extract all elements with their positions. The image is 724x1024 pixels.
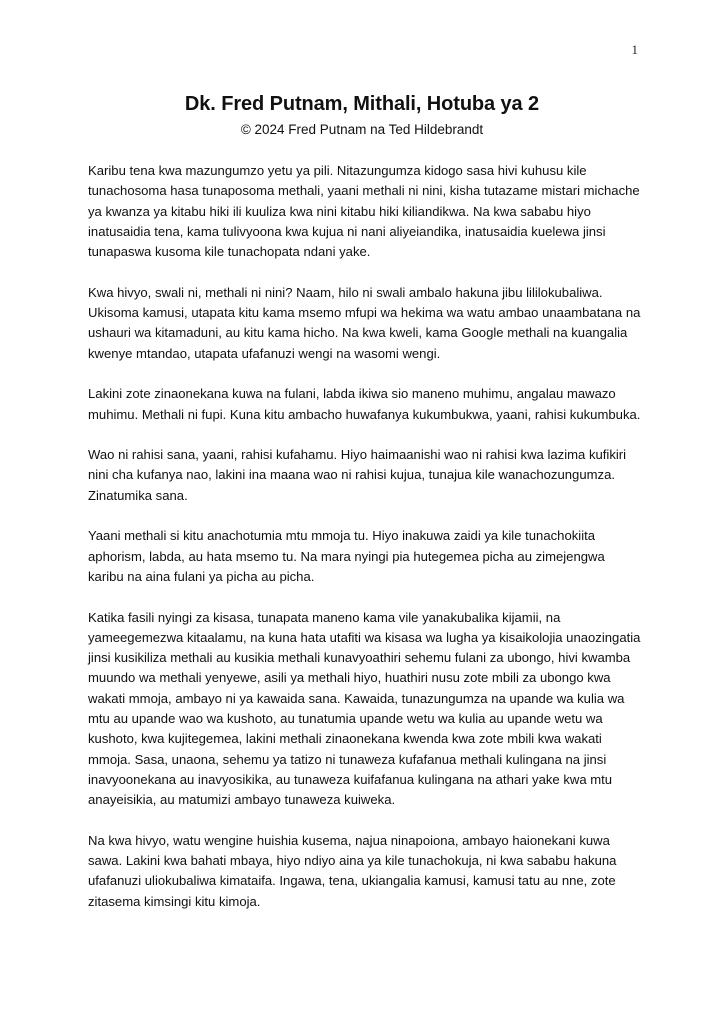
paragraph: Kwa hivyo, swali ni, methali ni nini? Naam, hilo ni swali ambalo hakuna jibu lililokubaliwa. Ukisoma kamusi, utapata kitu kama msemo mfupi wa hekima wa watu ambao unaambatana na ushauri wa kitamaduni, au kitu kama hicho. Na kwa kweli, kama Google methali na kuangalia kwenye mtandao, utapata ufafanuzi wengi na wasomi wengi. [88,284,641,361]
paragraph: Katika fasili nyingi za kisasa, tunapata maneno kama vile yanakubalika kijamii, na yameegemezwa kitaalamu, na kuna hata utafiti wa kisasa wa lugha ya kisaikolojia unaozingatia jinsi kusikiliza methali au kusikia methali kunavyoathiri sehemu fulani za ubongo, hivi kwamba muundo wa methali yenyewe, asili ya methali hiyo, huathiri nusu zote mbili za ubongo kwa wakati mmoja, ambayo ni ya kawaida sana. Kawaida, tunazungumza na upande wa kulia wa mtu au upande wao wa kushoto, au tunatumia upande wetu wa kulia au upande wetu wa kushoto, kwa kujitegemea, lakini methali zinaonekana kwenda kwa zote mbili kwa wakati mmoja. Sasa, unaona, sehemu ya tatizo ni tunaweza kufafanua methali kulingana na jinsi inavyoonekana au inavyosikika, au tunaweza kuifafanua kulingana na athari yake kwa mtu anayeisikia, au matumizi ambayo tunaweza kuiweka. [88,609,641,808]
paragraph: Na kwa hivyo, watu wengine huishia kusema, najua ninapoiona, ambayo haionekani kuwa sawa. Lakini kwa bahati mbaya, hiyo ndiyo aina ya kile tunachokuja, ni kwa sababu hakuna ufafanuzi uliokubaliwa kimataifa. Ingawa, tena, ukiangalia kamusi, kamusi tatu au nne, zote zitasema kimsingi kitu kimoja. [88,832,617,909]
paragraph: Lakini zote zinaonekana kuwa na fulani, labda ikiwa sio maneno muhimu, angalau mawazo muhimu. Methali ni fupi. Kuna kitu ambacho huwafanya kukumbukwa, yaani, rahisi kukumbuka. [88,386,641,422]
copyright-line: © 2024 Fred Putnam na Ted Hildebrandt [240,122,484,137]
paragraph: Yaani methali si kitu anachotumia mtu mmoja tu. Hiyo inakuwa zaidi ya kile tunachokiita aphorism, labda, au hata msemo tu. Na mara nyingi pia hutegemea picha au zimejengwa karibu na aina fulani ya picha au picha. [88,528,605,584]
document-body [88,161,644,932]
paragraph: Wao ni rahisi sana, yaani, rahisi kufahamu. Hiyo haimaanishi wao ni rahisi kwa lazima kufikiri nini cha kufanya nao, lakini ina maana wao ni rahisi kujua, tunajua kile wanachozungumza. Zinatumika sana. [88,447,627,503]
document-title: Dk. Fred Putnam, Mithali, Hotuba ya 2 [184,93,540,115]
page-number: 1 [631,42,638,57]
paragraph: Karibu tena kwa mazungumzo yetu ya pili. Nitazungumza kidogo sasa hivi kuhusu kile tunachosoma hasa tunaposoma methali, yaani methali ni nini, kisha tutazame mistari michache ya kwanza ya kitabu hiki ili kuuliza kwa nini kitabu hiki kiliandikwa. Na kwa sababu hiyo inatusaidia tena, kama tulivyoona kwa kujua ni nani aliyeiandika, inatusaidia kuelewa jinsi tunapaswa kusoma kile tunachopata ndani yake. [88,163,640,260]
